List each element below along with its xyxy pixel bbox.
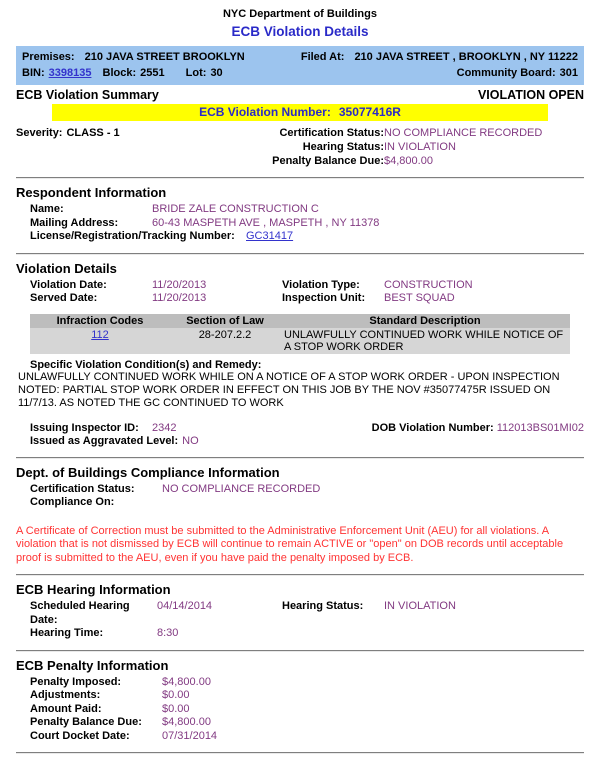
scheduled-hearing-date-label: Scheduled Hearing Date: (30, 600, 130, 626)
premises-value: 210 JAVA STREET BROOKLYN (84, 51, 245, 63)
mailing-address-label: Mailing Address: (30, 216, 119, 229)
community-board-field (457, 65, 578, 81)
inspector-row (30, 422, 584, 434)
compliance-on-field (30, 496, 584, 510)
hearing-status-label: Hearing Status: (302, 141, 384, 153)
section-divider (16, 650, 584, 652)
license-number-label: License/Registration/Tracking Number: (30, 230, 235, 242)
violation-details-heading: Violation Details (16, 260, 117, 276)
hearing-status-value-2: IN VIOLATION (384, 600, 456, 612)
compliance-on-value (162, 496, 584, 510)
section-divider (16, 752, 584, 754)
respondent-name-label: Name: (30, 203, 64, 215)
page-header (0, 8, 600, 39)
remedy-label: Specific Violation Condition(s) and Remedy: (30, 358, 262, 371)
amount-paid-field (30, 703, 584, 717)
premises-field (22, 49, 245, 65)
severity-value: CLASS - 1 (66, 127, 120, 139)
section-of-law-header: Section of Law (170, 314, 280, 328)
violation-number-value: 35077416R (338, 105, 401, 119)
severity-label: Severity: (16, 127, 63, 139)
hearing-time-label: Hearing Time: (30, 627, 104, 639)
hearing-status-field (232, 140, 562, 154)
summary-status-fields (232, 126, 562, 168)
adjustments-label: Adjustments: (30, 689, 101, 701)
standard-description-value: UNLAWFULLY CONTINUED WORK WHILE NOTICE OF A STOP WORK ORDER (280, 328, 570, 354)
hearing-status-value: IN VIOLATION (384, 141, 456, 153)
infraction-table-row (30, 328, 570, 354)
mailing-address-field (30, 217, 584, 231)
filed-at-field (301, 49, 578, 65)
agency-name: NYC Department of Buildings (222, 8, 377, 20)
amount-paid-label: Amount Paid: (30, 702, 102, 715)
compliance-section-heading: Dept. of Buildings Compliance Information (16, 464, 280, 480)
community-board-label: Community Board: (456, 67, 556, 79)
bin-label: BIN: (22, 67, 45, 79)
bin-link[interactable]: 3398135 (48, 67, 92, 79)
compliance-certification-label: Certification Status: (30, 482, 135, 495)
violation-date-label: Violation Date: (30, 278, 107, 291)
respondent-section-heading: Respondent Information (16, 185, 167, 200)
aeu-notice-text: A Certificate of Correction must be submitted to the Administrative Enforcement Unit (AEU) for all violations. A violation that is not dismissed by ECB will continue to remain ACTIVE or "open" on DOB records until acceptable proof is submitted to the AEU, even if you have paid the penalty imposed by ECB. (16, 524, 564, 564)
summary-heading: ECB Violation Summary (16, 88, 159, 102)
license-number-field (30, 230, 584, 244)
lot-label: Lot: (185, 67, 207, 79)
premises-bar-row-2 (22, 65, 578, 81)
court-docket-label: Court Docket Date: (30, 729, 130, 742)
mailing-address-value: 60-43 MASPETH AVE , MASPETH , NY 11378 (152, 216, 380, 229)
violation-date-type-row (30, 279, 584, 293)
infraction-codes-header: Infraction Codes (30, 314, 170, 328)
severity-status-block (16, 126, 584, 168)
issuing-inspector-value: 2342 (152, 421, 177, 434)
section-divider (16, 457, 584, 459)
compliance-fields (30, 483, 584, 510)
violation-open-status: VIOLATION OPEN (477, 88, 584, 102)
respondent-fields (30, 203, 584, 244)
summary-strip (16, 88, 584, 102)
aggravated-level-value: NO (182, 434, 199, 447)
penalty-imposed-field (30, 676, 584, 690)
violation-date-value: 11/20/2013 (152, 278, 207, 291)
infraction-table (30, 314, 570, 354)
penalty-section-heading: ECB Penalty Information (16, 657, 169, 673)
compliance-certification-value: NO COMPLIANCE RECORDED (162, 482, 321, 495)
inspection-unit-label: Inspection Unit: (282, 292, 366, 304)
violation-number-label: ECB Violation Number: (199, 105, 331, 119)
respondent-name-field (30, 203, 584, 217)
dob-violation-number-field (372, 422, 584, 434)
penalty-balance-field (30, 716, 584, 730)
section-divider (16, 177, 584, 179)
premises-bar (16, 46, 584, 85)
filed-at-value: 210 JAVA STREET , BROOKLYN , NY 11222 (354, 51, 578, 63)
premises-bar-row-1 (22, 49, 578, 65)
dob-violation-number-value: 112013BS01MI02 (496, 421, 584, 434)
infraction-code-link[interactable]: 112 (91, 328, 109, 341)
penalty-fields (30, 676, 584, 744)
block-label: Block: (102, 67, 137, 79)
bin-block-lot-field (22, 65, 223, 81)
court-docket-field (30, 730, 584, 744)
served-date-value: 11/20/2013 (152, 292, 207, 304)
certification-status-value: NO COMPLIANCE RECORDED (384, 127, 543, 139)
infraction-table-header-row (30, 314, 570, 328)
penalty-balance-due-field (232, 154, 562, 168)
court-docket-value: 07/31/2014 (162, 729, 218, 742)
penalty-imposed-value: $4,800.00 (162, 675, 211, 688)
served-date-label: Served Date: (30, 292, 98, 304)
certification-status-label: Certification Status: (279, 127, 384, 139)
adjustments-value: $0.00 (162, 689, 190, 701)
page-title: ECB Violation Details (231, 24, 369, 39)
issuing-inspector-label: Issuing Inspector ID: (30, 421, 139, 434)
penalty-balance-due-label: Penalty Balance Due: (272, 155, 384, 167)
block-value: 2551 (140, 67, 165, 79)
premises-label: Premises: (22, 51, 75, 63)
hearing-time-value: 8:30 (157, 627, 179, 639)
respondent-name-value: BRIDE ZALE CONSTRUCTION C (152, 203, 319, 215)
severity-field (16, 126, 232, 168)
violation-number-band (52, 104, 548, 121)
penalty-balance-due-value: $4,800.00 (384, 155, 433, 167)
penalty-balance-value: $4,800.00 (162, 716, 211, 728)
served-date-inspection-row (30, 292, 584, 306)
penalty-balance-label: Penalty Balance Due: (30, 716, 142, 728)
compliance-certification-field (30, 483, 584, 497)
remedy-text: UNLAWFULLY CONTINUED WORK WHILE ON A NOTICE OF A STOP WORK ORDER - UPON INSPECTION NOTED: PARTIAL STOP WORK ORDER IN EFFECT ON THIS JOB BY THE NOV #35077475R ISSUED ON 11/7/13. AS NOTED THE GC CONTINUED TO WORK (18, 370, 560, 409)
certification-status-field (232, 126, 562, 140)
violation-type-value: CONSTRUCTION (384, 278, 473, 291)
scheduled-hearing-date-value: 04/14/2014 (157, 600, 213, 612)
aggravated-level-label: Issued as Aggravated Level: (30, 434, 179, 447)
penalty-imposed-label: Penalty Imposed: (30, 675, 122, 688)
violation-details-fields (30, 279, 584, 306)
compliance-on-label: Compliance On: (30, 496, 115, 508)
hearing-section-heading: ECB Hearing Information (16, 582, 171, 597)
amount-paid-value: $0.00 (162, 702, 190, 715)
aggravated-level-field (30, 434, 584, 448)
inspection-unit-value: BEST SQUAD (384, 292, 455, 304)
filed-at-label: Filed At: (300, 51, 345, 63)
license-number-link[interactable]: GC31417 (246, 230, 294, 242)
issuing-inspector-field (30, 422, 176, 434)
lot-value: 30 (210, 67, 223, 79)
community-board-value: 301 (559, 67, 578, 79)
scheduled-hearing-row (30, 600, 584, 627)
section-divider (16, 574, 584, 576)
standard-description-header: Standard Description (280, 314, 570, 328)
hearing-status-label-2: Hearing Status: (282, 600, 364, 612)
dob-violation-number-label: DOB Violation Number: (371, 421, 494, 434)
section-divider (16, 253, 584, 255)
adjustments-field (30, 689, 584, 703)
hearing-fields (30, 600, 584, 641)
violation-type-label: Violation Type: (282, 278, 360, 291)
hearing-time-row (30, 627, 584, 641)
section-of-law-value: 28-207.2.2 (170, 328, 280, 354)
